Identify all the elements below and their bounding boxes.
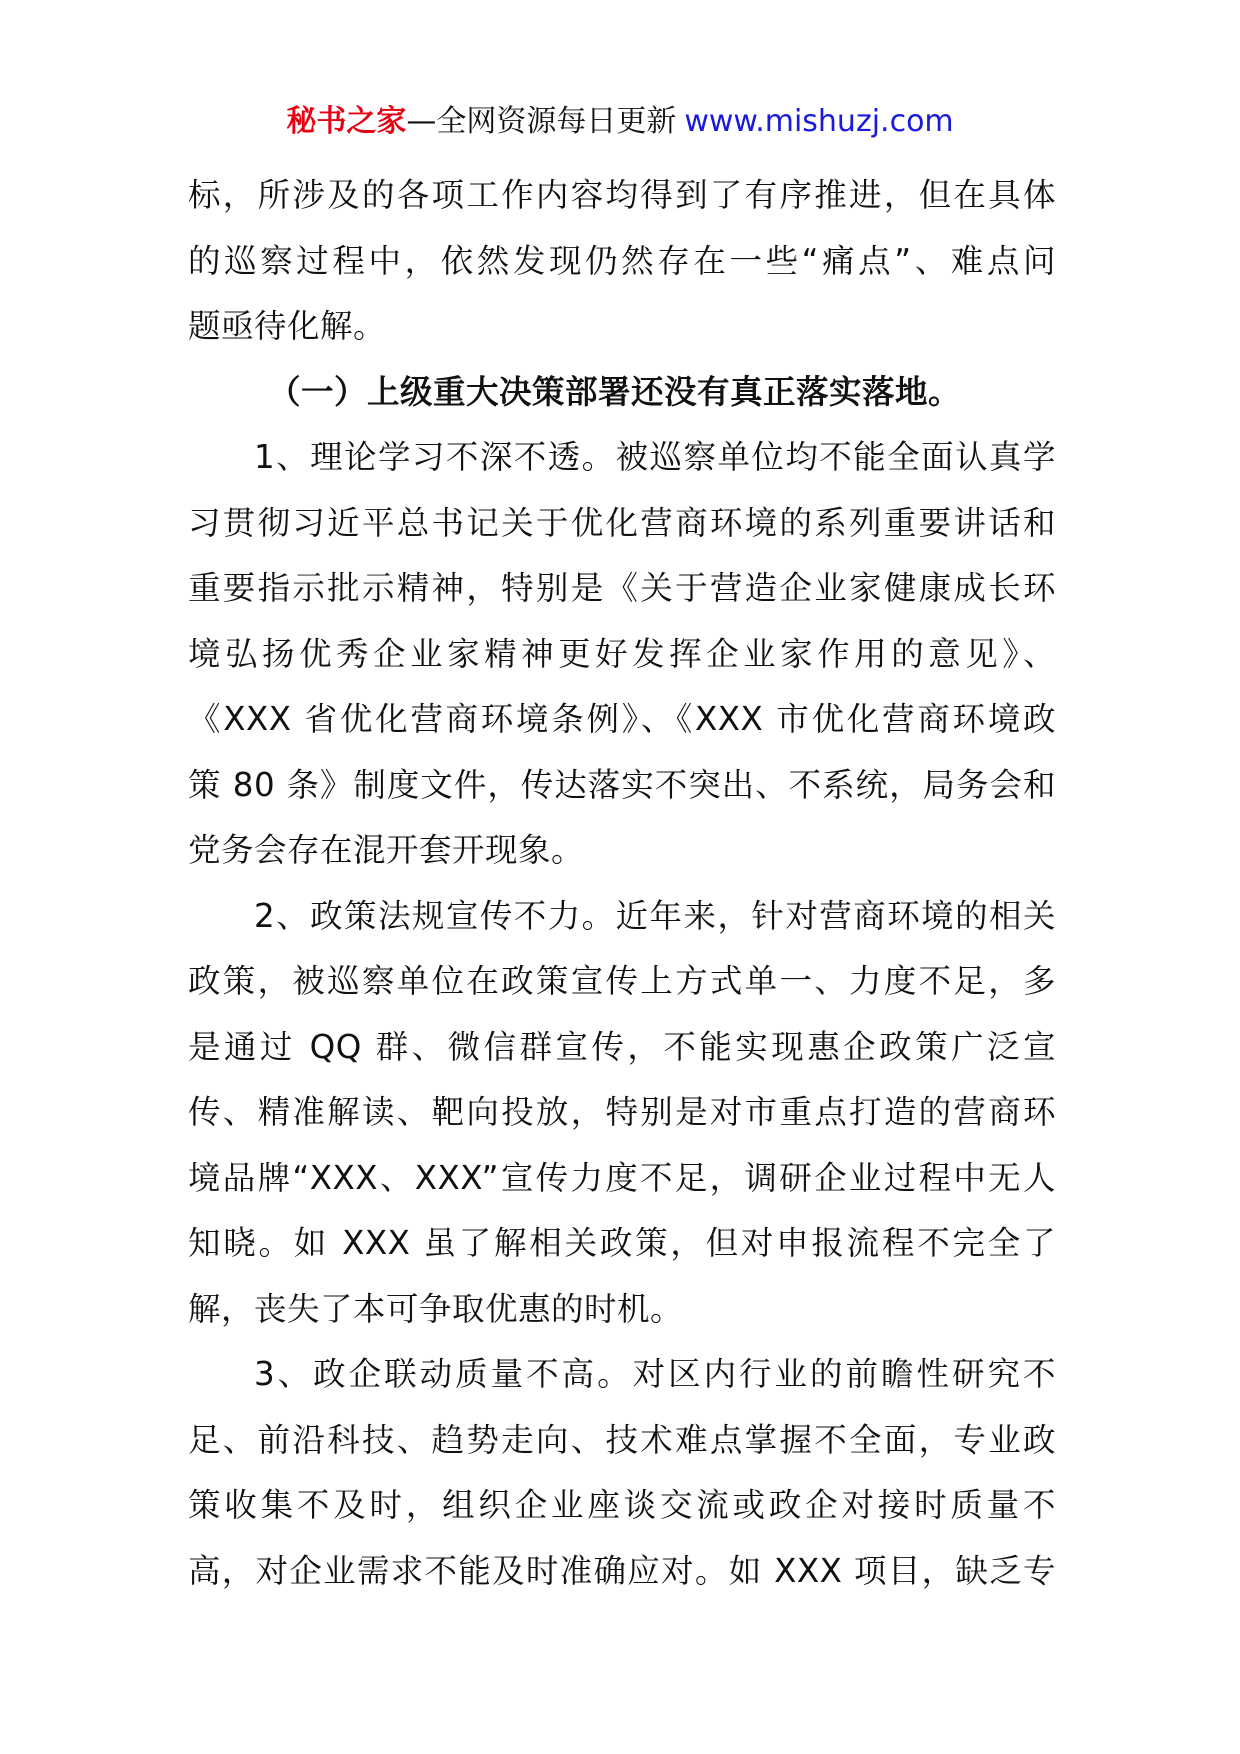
text-line: 题亟待化解。 bbox=[188, 307, 387, 345]
text-line: 习贯彻习近平总书记关于优化营商环境的系列重要讲话和 bbox=[188, 503, 1056, 542]
document-body bbox=[188, 163, 1056, 1604]
text-line: 解，丧失了本可争取优惠的时机。 bbox=[188, 1289, 684, 1328]
section-heading: （一）上级重大决策部署还没有真正落实落地。 bbox=[268, 372, 962, 411]
text-line: 策收集不及时，组织企业座谈交流或政企对接时质量不 bbox=[188, 1486, 1056, 1524]
text-line: 的巡察过程中，依然发现仍然存在一些“痛点”、难点问 bbox=[188, 241, 1056, 280]
text-line: 高，对企业需求不能及时准确应对。如 XXX 项目，缺乏专 bbox=[188, 1551, 1056, 1590]
text-line: 1、理论学习不深不透。被巡察单位均不能全面认真学 bbox=[254, 438, 1056, 476]
text-line: 重要指示批示精神，特别是《关于营造企业家健康成长环 bbox=[188, 569, 1056, 607]
text-line: 政策，被巡察单位在政策宣传上方式单一、力度不足，多 bbox=[188, 962, 1056, 1000]
text-line: 传、精准解读、靶向投放，特别是对市重点打造的营商环 bbox=[188, 1093, 1056, 1131]
page-header bbox=[0, 100, 1240, 144]
text-line: 《XXX 省优化营商环境条例》、《XXX 市优化营商环境政 bbox=[188, 700, 1056, 738]
text-line: 党务会存在混开套开现象。 bbox=[188, 831, 585, 869]
text-line: 境品牌“XXX、XXX”宣传力度不足，调研企业过程中无人 bbox=[188, 1158, 1056, 1197]
site-url-link[interactable]: www.mishuzj.com bbox=[684, 104, 954, 139]
text-line: 2、政策法规宣传不力。近年来，针对营商环境的相关 bbox=[254, 896, 1056, 935]
text-line: 知晓。如 XXX 虽了解相关政策，但对申报流程不完全了 bbox=[188, 1224, 1056, 1262]
text-line: 标，所涉及的各项工作内容均得到了有序推进，但在具体 bbox=[188, 176, 1056, 214]
text-line: 是通过 QQ 群、微信群宣传，不能实现惠企政策广泛宣 bbox=[188, 1027, 1056, 1066]
brand-name: 秘书之家 bbox=[286, 104, 407, 139]
text-line: 3、政企联动质量不高。对区内行业的前瞻性研究不 bbox=[254, 1355, 1056, 1393]
header-tagline: —全网资源每日更新 bbox=[406, 104, 677, 139]
text-line: 足、前沿科技、趋势走向、技术难点掌握不全面，专业政 bbox=[188, 1420, 1056, 1459]
text-line: 策 80 条》制度文件，传达落实不突出、不系统，局务会和 bbox=[188, 765, 1056, 804]
text-line: 境弘扬优秀企业家精神更好发挥企业家作用的意见》、 bbox=[188, 634, 1056, 673]
